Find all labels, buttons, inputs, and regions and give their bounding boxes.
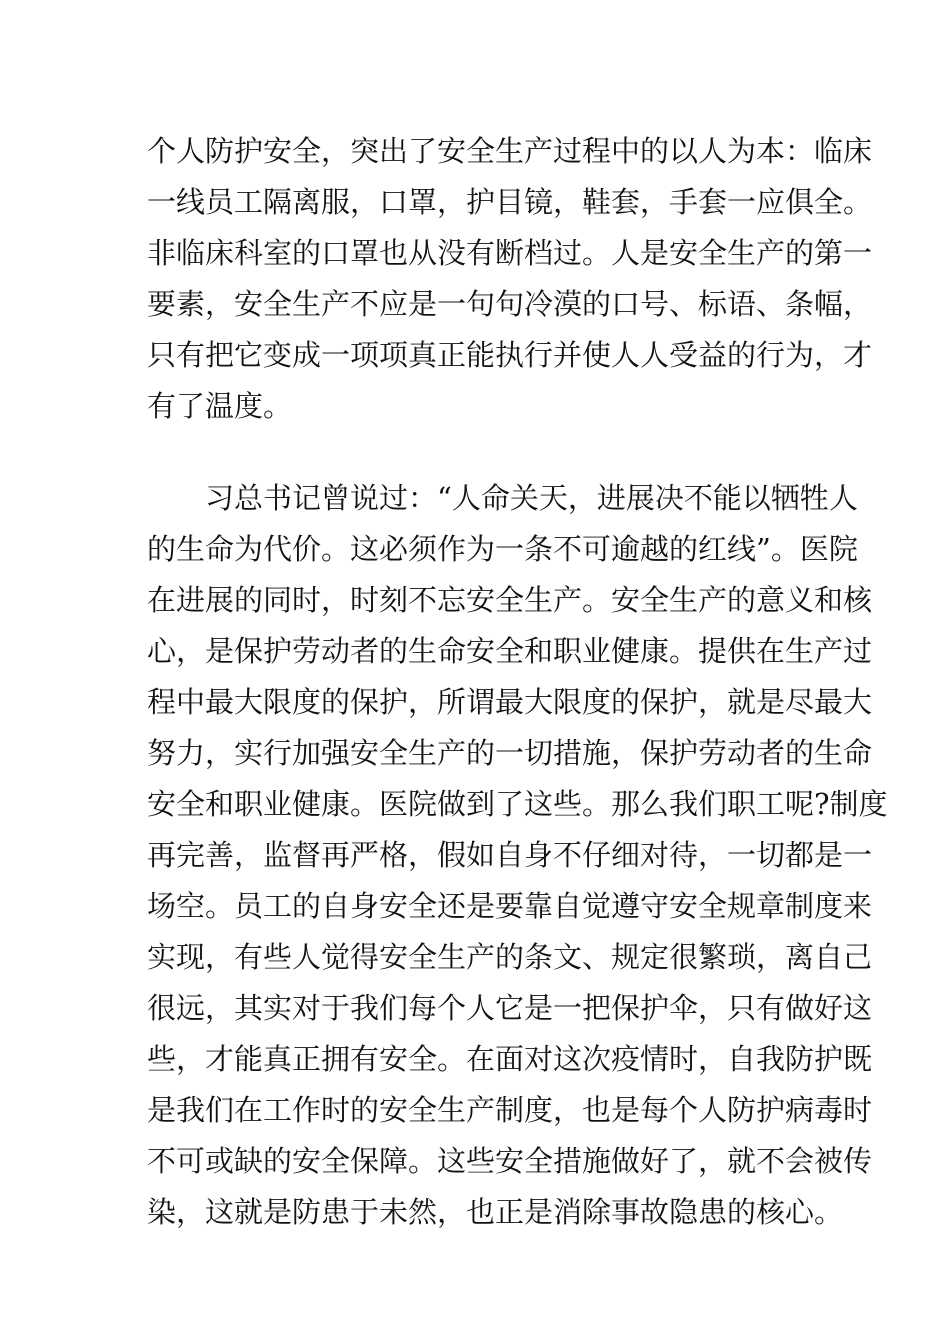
text-line: 非临床科室的口罩也从没有断档过。人是安全生产的第一 [147, 236, 873, 270]
text-line: 场空。员工的自身安全还是要靠自觉遵守安全规章制度来 [147, 889, 873, 923]
text-line: 程中最大限度的保护，所谓最大限度的保护，就是尽最大 [147, 685, 873, 719]
text-line: 些，才能真正拥有安全。在面对这次疫情时，自我防护既 [147, 1042, 873, 1076]
text-line: 再完善，监督再严格，假如自身不仔细对待，一切都是一 [147, 838, 873, 872]
text-line: 个人防护安全，突出了安全生产过程中的以人为本：临床 [147, 134, 873, 168]
text-line: 有了温度。 [147, 389, 293, 423]
text-line: 是我们在工作时的安全生产制度，也是每个人防护病毒时 [147, 1093, 873, 1127]
text-line: 染，这就是防患于未然，也正是消除事故隐患的核心。 [147, 1195, 844, 1229]
text-line: 在进展的同时，时刻不忘安全生产。安全生产的意义和核 [147, 583, 873, 617]
text-line: 不可或缺的安全保障。这些安全措施做好了，就不会被传 [147, 1144, 873, 1178]
text-line: 要素，安全生产不应是一句句冷漠的口号、标语、条幅， [147, 287, 873, 321]
text-line: 心，是保护劳动者的生命安全和职业健康。提供在生产过 [147, 634, 873, 668]
text-line: 的生命为代价。这必须作为一条不可逾越的红线”。医院 [147, 532, 858, 566]
paragraph-2 [147, 473, 888, 1238]
text-line: 只有把它变成一项项真正能执行并使人人受益的行为，才 [147, 338, 873, 372]
text-line: 很远，其实对于我们每个人它是一把保护伞，只有做好这 [147, 991, 873, 1025]
paragraph-1 [147, 126, 872, 432]
text-line: 实现，有些人觉得安全生产的条文、规定很繁琐，离自己 [147, 940, 873, 974]
text-line: 习总书记曾说过：“人命关天，进展决不能以牺牲人 [147, 481, 858, 515]
text-line: 一线员工隔离服，口罩，护目镜，鞋套，手套一应俱全。 [147, 185, 873, 219]
text-line: 安全和职业健康。医院做到了这些。那么我们职工呢?制度 [147, 787, 888, 821]
text-line: 努力，实行加强安全生产的一切措施，保护劳动者的生命 [147, 736, 873, 770]
